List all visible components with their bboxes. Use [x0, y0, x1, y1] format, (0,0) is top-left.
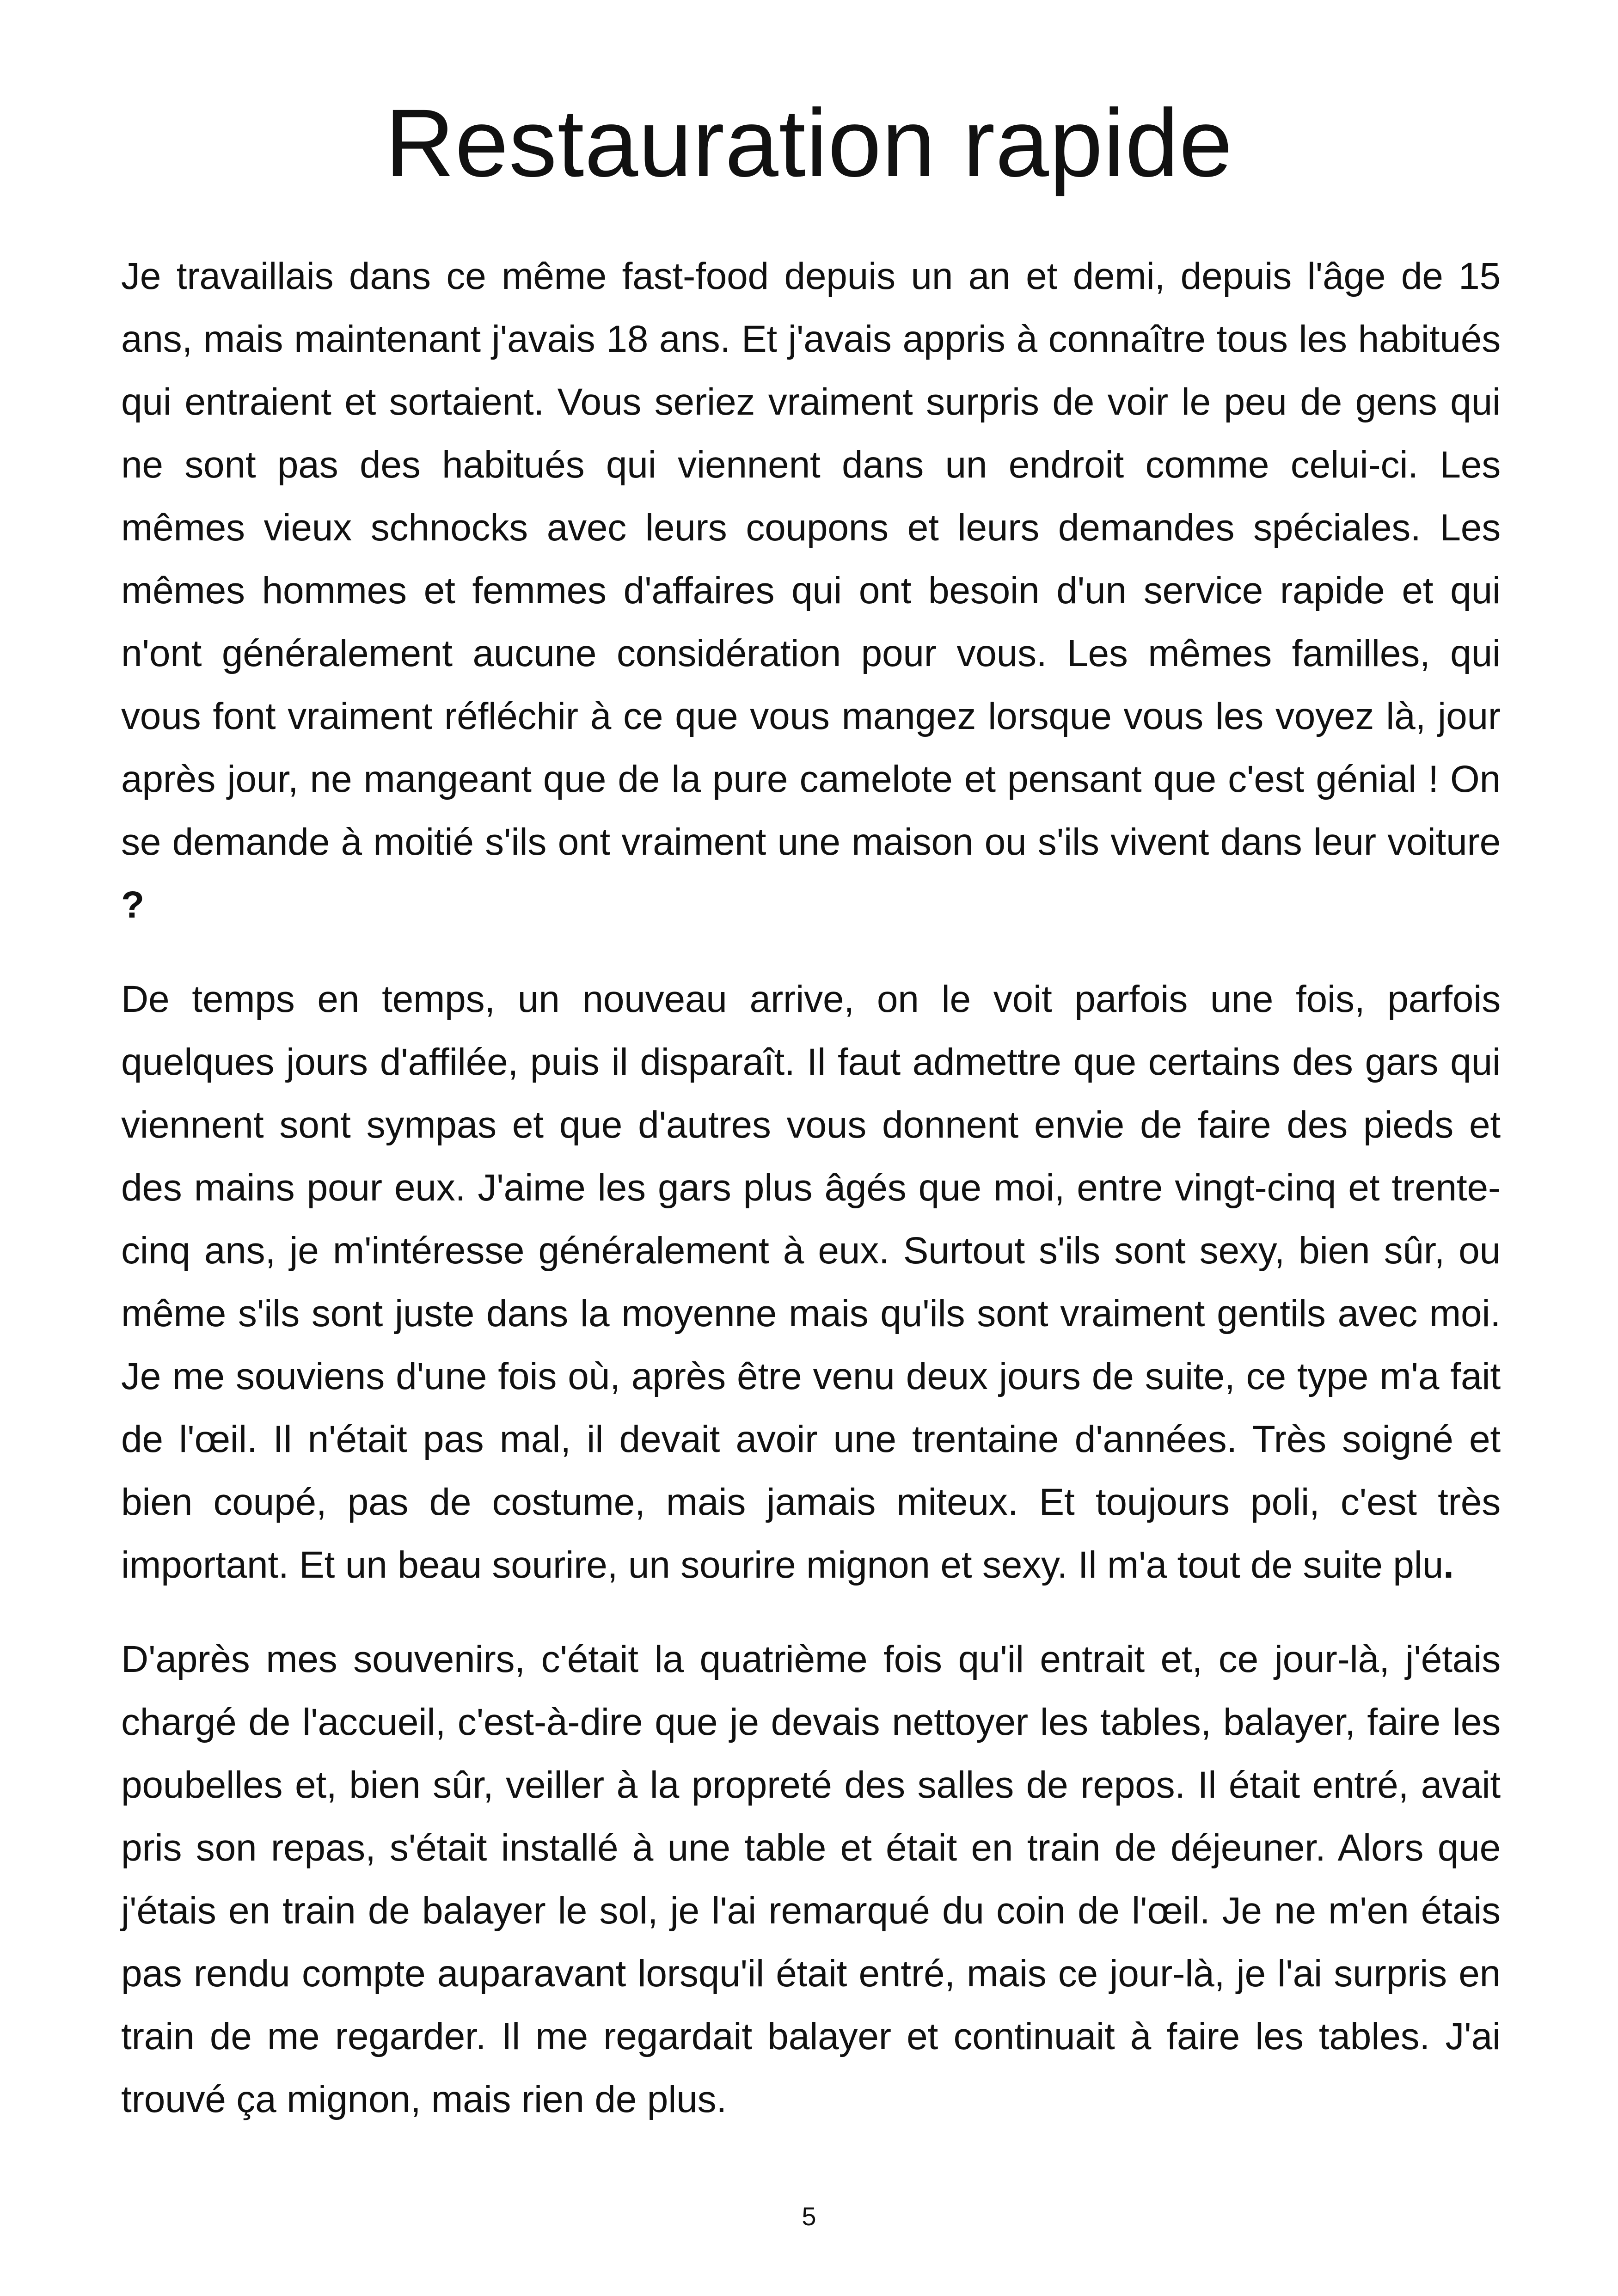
paragraph-text: Je travaillais dans ce même fast-food depuis un an et demi, depuis l'âge de 15 ans, mais maintenant j'avais 18 ans. Et j'avais appris à connaître tous les habitués qui entraient et sortaient. Vous seriez vraiment surpris de voir le peu de gens qui ne sont pas des habitués qui viennent dans un endroit comme celui-ci. Les mêmes vieux schnocks avec leurs coupons et leurs demandes spéciales. Les mêmes hommes et femmes d'affaires qui ont besoin d'un service rapide et qui n'ont généralement aucune considération pour vous. Les mêmes familles, qui vous font vraiment réfléchir à ce que vous mangez lorsque vous les voyez là, jour après jour, ne mangeant que de la pure camelote et pensant que c'est génial ! On se demande à moitié s'ils ont vraiment une maison ou s'ils vivent dans leur voiture [121, 255, 1501, 863]
page-title: Restauration rapide [385, 90, 1233, 197]
paragraph-text: De temps en temps, un nouveau arrive, on le voit parfois une fois, parfois quelques jours d'affilée, puis il disparaît. Il faut admettre que certains des gars qui viennent sont sympas et que d'autres vous donnent envie de faire des pieds et des mains pour eux. J'aime les gars plus âgés que moi, entre vingt-cinq et trente-cinq ans, je m'intéresse généralement à eux. Surtout s'ils sont sexy, bien sûr, ou même s'ils sont juste dans la moyenne mais qu'ils sont vraiment gentils avec moi. Je me souviens d'une fois où, après être venu deux jours de suite, ce type m'a fait de l'œil. Il n'était pas mal, il devait avoir une trentaine d'années. Très soigné et bien coupé, pas de costume, mais jamais miteux. Et toujours poli, c'est très important. Et un beau sourire, un sourire mignon et sexy. Il m'a tout de suite plu [121, 978, 1501, 1586]
paragraph-ending: . [1443, 1544, 1454, 1586]
paragraph-ending: ? [121, 884, 144, 926]
body-text [121, 245, 1501, 2162]
paragraph-text: D'après mes souvenirs, c'était la quatrième fois qu'il entrait et, ce jour-là, j'étais chargé de l'accueil, c'est-à-dire que je devais nettoyer les tables, balayer, faire les poubelles et, bien sûr, veiller à la propreté des salles de repos. Il était entré, avait pris son repas, s'était installé à une table et était en train de déjeuner. Alors que j'étais en train de balayer le sol, je l'ai remarqué du coin de l'œil. Je ne m'en étais pas rendu compte auparavant lorsqu'il était entré, mais ce jour-là, je l'ai surpris en train de me regarder. Il me regardait balayer et continuait à faire les tables. J'ai trouvé ça mignon, mais rien de plus. [121, 1638, 1501, 2120]
paragraph-2 [121, 968, 1501, 1597]
paragraph-1 [121, 245, 1501, 937]
paragraph-3 [121, 1628, 1501, 2131]
page-number: 5 [802, 2202, 816, 2231]
